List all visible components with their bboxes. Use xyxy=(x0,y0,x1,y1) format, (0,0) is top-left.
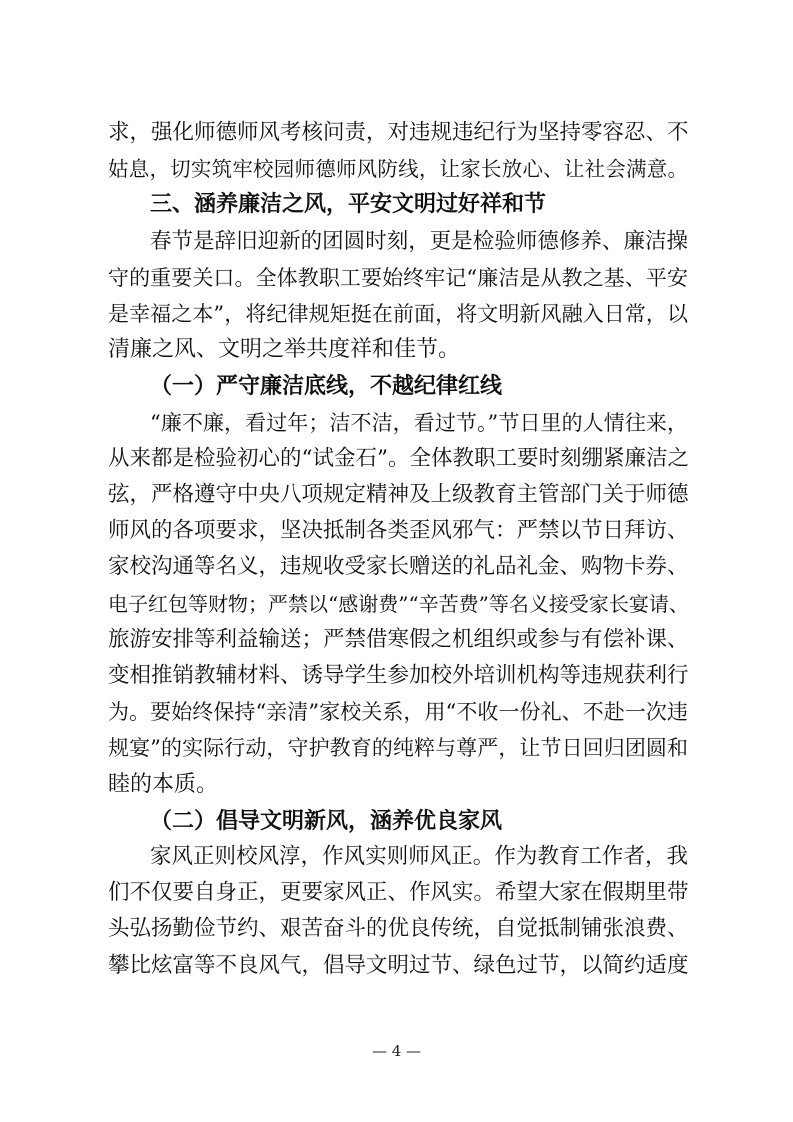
paragraph-first-line: 春节是辞旧迎新的团圆时刻，更是检验师德修养、廉洁操 xyxy=(150,228,688,254)
body-text-line: 守的重要关口。全体教职工要始终牢记“廉洁是从教之基、平安 xyxy=(108,265,688,290)
body-text-line: 规宴”的实际行动，守护教育的纯粹与尊严，让节日回归团圆和 xyxy=(108,736,688,761)
body-text-line: 从来都是检验初心的“试金石”。全体教职工要时刻绷紧廉洁之 xyxy=(108,445,689,471)
paragraph-first-line: “廉不廉，看过年；洁不洁，看过节。”节日里的人情往来， xyxy=(150,410,688,435)
page-number: — 4 — xyxy=(371,1042,422,1060)
section-heading: 三、涵养廉洁之风，平安文明过好祥和节 xyxy=(150,192,547,218)
body-text-line: 清廉之风、文明之举共度祥和佳节。 xyxy=(108,337,461,363)
body-text-line: 为。要始终保持“亲清”家校关系，用“不收一份礼、不赴一次违 xyxy=(108,700,688,725)
subsection-heading: （一）严守廉洁底线，不越纪律红线 xyxy=(150,373,503,400)
body-text-line: 们不仅要自身正，更要家风正、作风实。希望大家在假期里带 xyxy=(108,880,689,906)
body-text-line: 旅游安排等利益输送；严禁借寒假之机组织或参与有偿补课、 xyxy=(108,626,689,652)
body-text-line: 头弘扬勤俭节约、艰苦奋斗的优良传统，自觉抵制铺张浪费、 xyxy=(108,916,689,942)
body-text-line: 变相推销教辅材料、诱导学生参加校外培训机构等违规获利行 xyxy=(108,663,689,688)
paragraph-first-line: 家风正则校风淳，作风实则师风正。作为教育工作者，我 xyxy=(150,844,688,869)
body-text-line: 弦，严格遵守中央八项规定精神及上级教育主管部门关于师德 xyxy=(108,482,689,507)
body-text-line: 睦的本质。 xyxy=(108,771,219,797)
body-text-line: 求，强化师德师风考核问责，对违规违纪行为坚持零容忍、不 xyxy=(108,120,689,145)
body-text-line: 电子红包等财物；严禁以“感谢费”“辛苦费”等名义接受家长宴请、 xyxy=(108,591,689,616)
body-text-line: 家校沟通等名义，违规收受家长赠送的礼品礼金、购物卡券、 xyxy=(108,554,689,580)
body-text-line: 攀比炫富等不良风气，倡导文明过节、绿色过节，以简约适度 xyxy=(108,952,689,978)
subsection-heading: （二）倡导文明新风，涵养优良家风 xyxy=(150,807,503,834)
body-text-line: 师风的各项要求，坚决抵制各类歪风邪气：严禁以节日拜访、 xyxy=(108,518,689,544)
body-text-line: 是幸福之本”，将纪律规矩挺在前面，将文明新风融入日常，以 xyxy=(108,302,688,326)
body-text-line: 姑息，切实筑牢校园师德师风防线，让家长放心、让社会满意。 xyxy=(108,157,688,182)
